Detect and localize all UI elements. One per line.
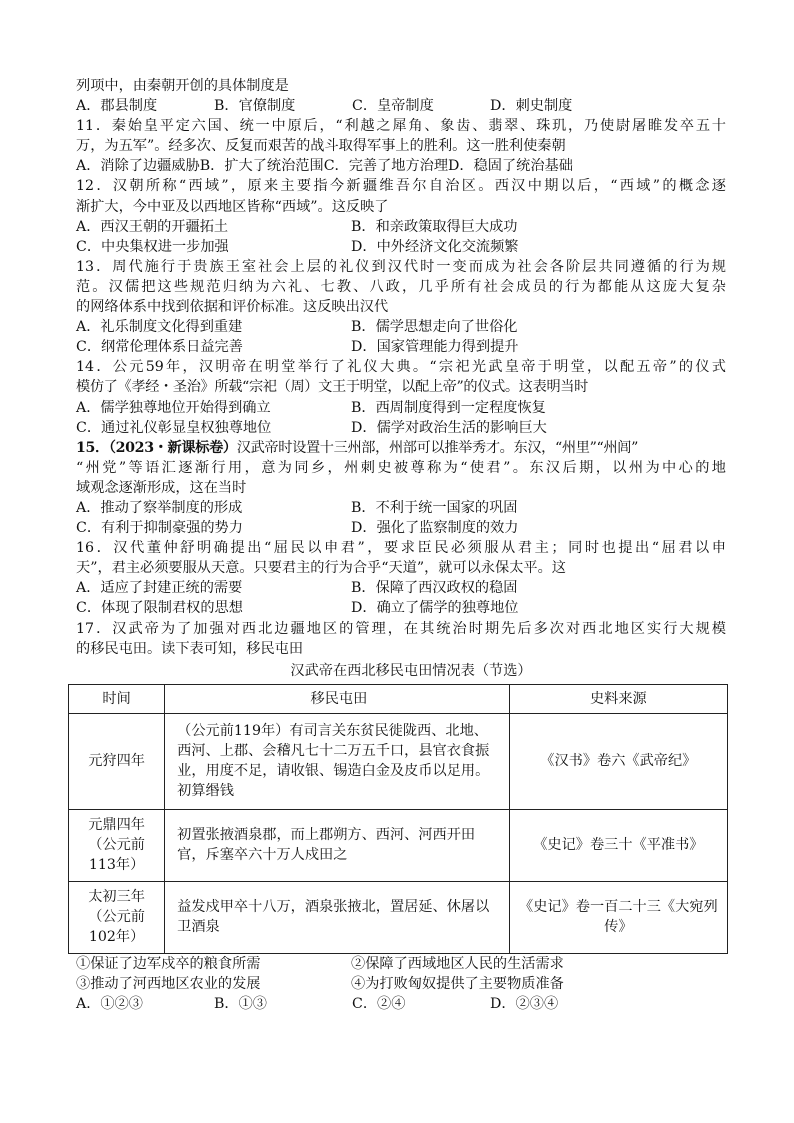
option-row	[76, 337, 726, 357]
option-d: D．儒学对政治生活的影响巨大	[351, 419, 547, 436]
option-d: D．强化了监察制度的效力	[351, 520, 519, 537]
option-row	[76, 398, 726, 418]
migration-table	[68, 684, 728, 954]
option-row	[76, 217, 726, 237]
statement-2: ②保障了西域地区人民的生活需求	[351, 955, 564, 972]
option-a: A．郡县制度	[76, 98, 158, 115]
option-b: B．保障了西汉政权的稳固	[351, 580, 518, 597]
option-d: D．②③④	[490, 996, 559, 1012]
question-11-options	[76, 156, 726, 176]
question-17-line-1: 17．汉武帝为了加强对西北边疆地区的管理，在其统治时期先后多次对西北地区实行大规模	[76, 620, 726, 637]
question-13-line-2: 范。汉儒把这些规范归纳为六礼、七教、八政，几乎所有社会成员的行为都能从这庞大复杂	[76, 278, 726, 295]
question-14-line-1: 14．公元59年，汉明帝在明堂举行了礼仪大典。“宗祀光武皇帝于明堂，以配五帝”的仪式	[76, 359, 726, 376]
exam-page	[76, 76, 726, 1014]
column-header-source: 史料来源	[509, 684, 727, 713]
question-16-line-2: 天”，君主必须要服从天意。只要君主的行为合乎“天道”，就可以永保太平。这	[76, 560, 566, 577]
option-b: B．和亲政策取得巨大成功	[351, 218, 518, 235]
statement-4: ④为打败匈奴提供了主要物质准备	[351, 975, 564, 992]
column-header-time: 时间	[69, 684, 165, 713]
option-a: A．西汉王朝的开疆拓土	[76, 218, 229, 235]
option-b: B．①③	[214, 996, 267, 1012]
option-c: C．体现了限制君权的思想	[76, 600, 243, 617]
question-15-line-3: 域观念逐渐形成，这在当时	[76, 479, 247, 496]
question-12-line-1: 12．汉朝所称“西域”，原来主要指今新疆维吾尔自治区。西汉中期以后，“西域”的概念逐	[76, 178, 726, 195]
option-a: A．适应了封建正统的需要	[76, 580, 243, 597]
question-16-line-1: 16．汉代董仲舒明确提出“屈民以申君”，要求臣民必须服从君主；同时也提出“屈君以申	[76, 540, 726, 557]
option-b: B．西周制度得到一定程度恢复	[351, 399, 546, 416]
cell-time: 太初三年（公元前102年）	[69, 881, 165, 953]
statement-1: ①保证了边军戍卒的粮食所需	[76, 955, 261, 972]
option-a: A．礼乐制度文化得到重建	[76, 319, 243, 336]
option-d: D．刺史制度	[490, 98, 573, 115]
question-15-line-2: “州党”等语汇逐渐行用，意为同乡，州刺史被尊称为“使君”。东汉后期，以州为中心的地	[76, 459, 726, 476]
table-row	[69, 881, 728, 953]
option-c: C．②④	[352, 996, 406, 1012]
option-c: C．完善了地方治理	[323, 158, 449, 175]
option-row	[76, 237, 726, 257]
option-row	[76, 578, 726, 598]
option-a: A．①②③	[76, 996, 143, 1012]
question-11-line-1: 11．秦始皇平定六国、统一中原后，“利越之犀角、象齿、翡翠、珠玑，乃使尉屠睢发卒五十	[76, 118, 726, 135]
question-17-line-2: 的移民屯田。读下表可知，移民屯田	[76, 640, 304, 657]
column-header-content: 移民屯田	[165, 684, 509, 713]
statement-row	[76, 974, 726, 994]
question-15-line-1	[76, 438, 726, 458]
option-row	[76, 518, 726, 538]
table-row	[69, 713, 728, 809]
table-header-row	[69, 684, 728, 713]
question-13-line-1: 13．周代施行于贵族王室社会上层的礼仪到汉代时一变而成为社会各阶层共同遵循的行为规	[76, 258, 726, 275]
option-row	[76, 498, 726, 518]
question-11-line-2: 万，为五军”。经多次、反复而艰苦的战斗取得军事上的胜利。这一胜利使秦朝	[76, 138, 566, 155]
option-d: D．确立了儒学的独尊地位	[351, 600, 519, 617]
option-b: B．扩大了统治范围	[199, 158, 324, 175]
cell-content: （公元前119年）有司言关东贫民徙陇西、北地、西河、上郡、会稽凡七十二万五千口，县官衣食振业，用度不足，请收银、锡造白金及皮币以足用。初算缗钱	[165, 713, 509, 809]
option-row	[76, 96, 726, 116]
cell-content: 初置张掖酒泉郡，而上郡朔方、西河、河西开田官，斥塞卒六十万人戍田之	[165, 809, 509, 881]
option-c: C．纲常伦理体系日益完善	[76, 339, 243, 356]
statement-row	[76, 954, 726, 974]
table-row	[69, 809, 728, 881]
table-caption: 汉武帝在西北移民屯田情况表（节选）	[290, 662, 532, 679]
question-13-line-3: 的网络体系中找到依据和评价标准。这反映出汉代	[76, 299, 389, 316]
option-c: C．有利于抑制豪强的势力	[76, 520, 243, 537]
cell-content: 益发戍甲卒十八万，酒泉张掖北，置居延、休屠以卫酒泉	[165, 881, 509, 953]
question-number: 15．	[76, 439, 109, 456]
cell-source: 《史记》卷三十《平准书》	[509, 809, 727, 881]
option-c: C．通过礼仪彰显皇权独尊地位	[76, 419, 272, 436]
statement-3: ③推动了河西地区农业的发展	[76, 975, 261, 992]
question-15-text: 汉武帝时设置十三州部，州部可以推举秀才。东汉，“州里”“州闾”	[236, 439, 638, 456]
option-c: C．皇帝制度	[352, 98, 434, 115]
option-a: A．推动了察举制度的形成	[76, 499, 243, 516]
option-a: A．儒学独尊地位开始得到确立	[76, 399, 271, 416]
option-row	[76, 317, 726, 337]
option-b: B．官僚制度	[214, 98, 296, 115]
option-d: D．国家管理能力得到提升	[351, 339, 519, 356]
option-row	[76, 418, 726, 438]
cell-time: 元狩四年	[69, 713, 165, 809]
option-c: C．中央集权进一步加强	[76, 238, 229, 255]
option-row	[76, 994, 726, 1014]
option-d: D．中外经济文化交流频繁	[351, 238, 519, 255]
cell-source: 《汉书》卷六《武帝纪》	[509, 713, 727, 809]
question-source-tag: （2023・新课标卷）	[108, 439, 237, 456]
option-row	[76, 598, 726, 618]
option-d: D．稳固了统治基础	[448, 158, 573, 175]
option-a: A．消除了边疆威胁	[76, 158, 200, 175]
cell-time: 元鼎四年（公元前113年）	[69, 809, 165, 881]
cell-source: 《史记》卷一百二十三《大宛列传》	[509, 881, 727, 953]
option-b: B．不利于统一国家的巩固	[351, 499, 518, 516]
option-b: B．儒学思想走向了世俗化	[351, 319, 518, 336]
question-12-line-2: 渐扩大，今中亚及以西地区皆称“西域”。这反映了	[76, 198, 389, 215]
question-14-line-2: 模仿了《孝经・圣治》所载“宗祀（周）文王于明堂，以配上帝”的仪式。这表明当时	[76, 379, 588, 396]
question-stem-tail: 列项中，由秦朝开创的具体制度是	[76, 78, 289, 94]
